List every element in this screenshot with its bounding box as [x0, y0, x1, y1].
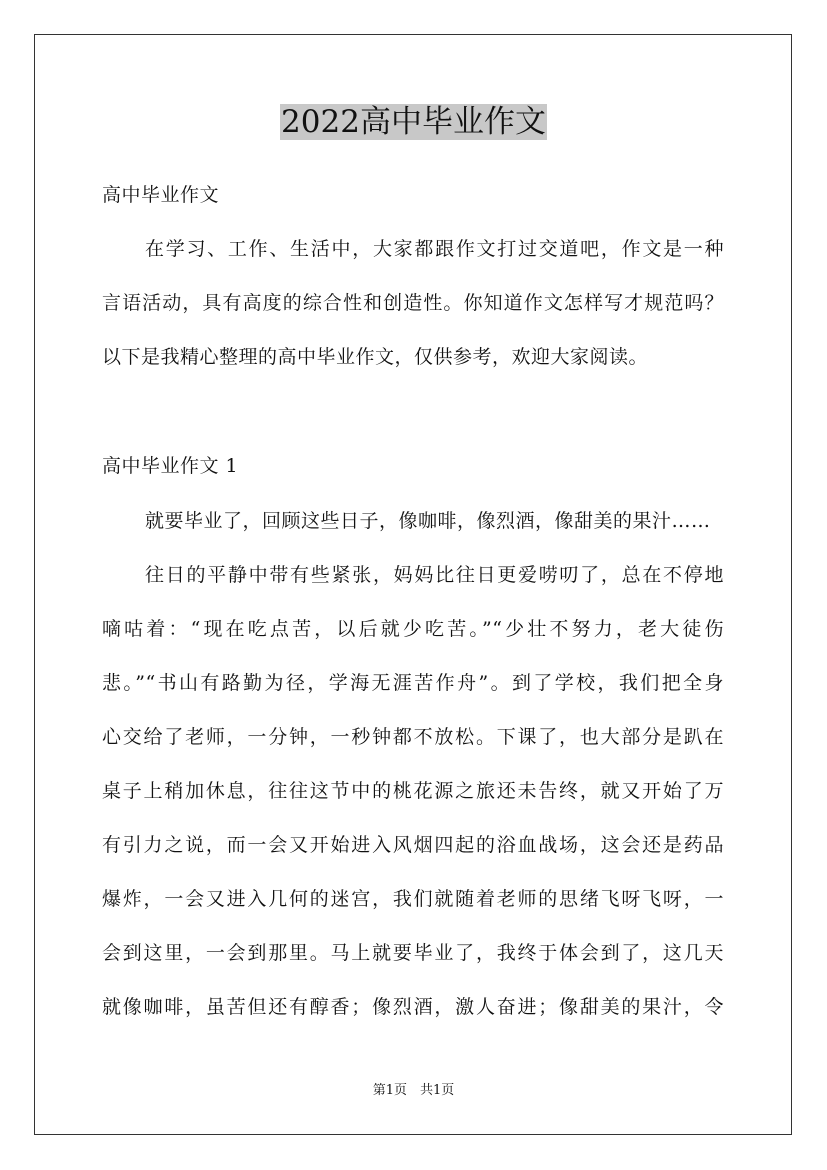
paragraph-line: 有引力之说，而一会又开始进入风烟四起的浴血战场，这会还是药品: [102, 834, 724, 856]
paragraph-line: 会到这里，一会到那里。马上就要毕业了，我终于体会到了，这几天: [102, 942, 724, 964]
paragraph-line: 嘀咕着：“现在吃点苦，以后就少吃苦。”“少壮不努力，老大徒伤: [102, 618, 724, 640]
section-heading: 高中毕业作文: [102, 184, 220, 206]
paragraph-line: 以下是我精心整理的高中毕业作文，仅供参考，欢迎大家阅读。: [102, 346, 649, 368]
paragraph-line: 在学习、工作、生活中，大家都跟作文打过交道吧，作文是一种: [145, 238, 724, 260]
document-title-text: 2022高中毕业作文: [281, 104, 546, 140]
paragraph-line: 心交给了老师，一分钟，一秒钟都不放松。下课了，也大部分是趴在: [102, 726, 724, 748]
essay-heading: 高中毕业作文 1: [102, 455, 239, 477]
paragraph-line: 悲。”“书山有路勤为径，学海无涯苦作舟”。到了学校，我们把全身: [102, 672, 724, 694]
document-title: [0, 103, 827, 141]
paragraph-line: 言语活动，具有高度的综合性和创造性。你知道作文怎样写才规范吗？: [102, 292, 724, 314]
paragraph-line: 就像咖啡，虽苦但还有醇香；像烈酒，激人奋进；像甜美的果汁，令: [102, 996, 724, 1018]
paragraph-line: 爆炸，一会又进入几何的迷宫，我们就随着老师的思绪飞呀飞呀，一: [102, 888, 724, 910]
page-number-footer: 第1页 共1页: [372, 1083, 455, 1098]
paragraph-line: 往日的平静中带有些紧张，妈妈比往日更爱唠叨了，总在不停地: [145, 564, 724, 586]
paragraph-line: 桌子上稍加休息，往往这节中的桃花源之旅还未告终，就又开始了万: [102, 780, 724, 802]
paragraph-line: 就要毕业了，回顾这些日子，像咖啡，像烈酒，像甜美的果汁……: [145, 510, 711, 532]
